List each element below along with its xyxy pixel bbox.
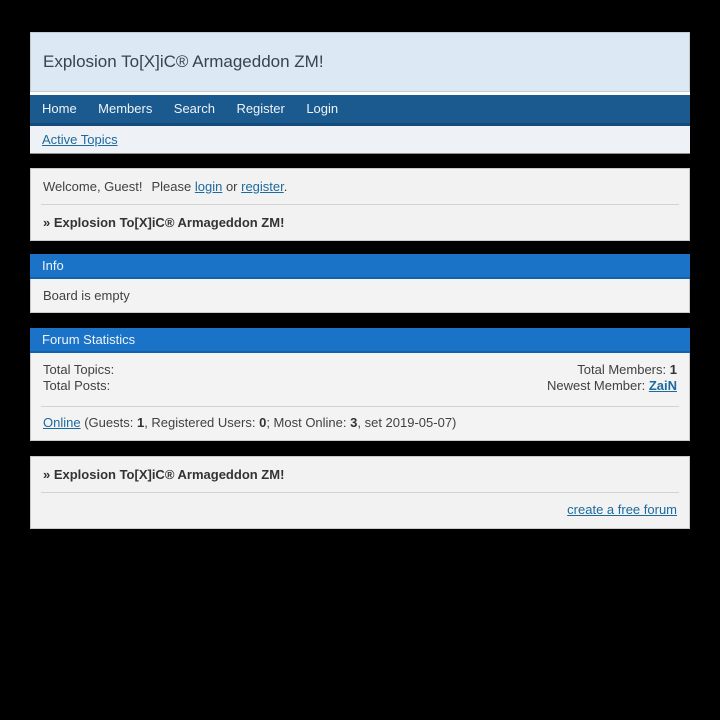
- stats-section: [30, 328, 690, 441]
- online-most-value: 3: [350, 415, 358, 430]
- nav-item-login[interactable]: Login: [306, 101, 339, 116]
- create-free-forum-link[interactable]: create a free forum: [567, 502, 677, 517]
- main-nav: [30, 95, 690, 126]
- stats-right-column: [547, 362, 677, 394]
- nav-item-register[interactable]: Register: [236, 101, 285, 116]
- total-posts-label: Total Posts:: [43, 378, 111, 393]
- info-section: [30, 254, 690, 313]
- online-registered-value: 0: [259, 415, 267, 430]
- online-most-label: ; Most Online:: [266, 415, 347, 430]
- online-row: [31, 407, 689, 440]
- top-block: [30, 32, 690, 154]
- info-section-header: Info: [30, 254, 690, 279]
- online-link[interactable]: Online: [43, 415, 81, 430]
- stats-left-column: [43, 362, 114, 394]
- online-set-date: , set 2019-05-07): [357, 415, 457, 430]
- footer-board-heading: » Explosion To[X]iC® Armageddon ZM!: [43, 467, 285, 482]
- nav-item-search[interactable]: Search: [173, 101, 215, 116]
- total-members-row: [547, 362, 677, 378]
- stats-section-body: [30, 353, 690, 441]
- welcome-or: or: [225, 179, 238, 194]
- active-topics-link[interactable]: Active Topics: [42, 132, 118, 147]
- footer-card: [30, 456, 690, 529]
- board-heading: » Explosion To[X]iC® Armageddon ZM!: [43, 215, 285, 230]
- welcome-period: .: [283, 179, 288, 194]
- nav-item-members[interactable]: Members: [98, 101, 153, 116]
- welcome-greeting: Welcome, Guest!: [43, 179, 143, 194]
- nav-item-home[interactable]: Home: [42, 101, 77, 116]
- forum-page: [30, 0, 690, 529]
- newest-member-link[interactable]: ZaiN: [648, 378, 677, 393]
- welcome-row: [31, 169, 689, 204]
- newest-member-row: [547, 378, 677, 394]
- site-title: Explosion To[X]iC® Armageddon ZM!: [30, 32, 690, 92]
- board-empty-text: Board is empty: [43, 288, 130, 303]
- newest-member-label: Newest Member:: [546, 378, 646, 393]
- footer-link-row: [31, 493, 689, 528]
- welcome-card: [30, 168, 690, 241]
- stats-summary: [31, 353, 689, 406]
- stats-section-header: Forum Statistics: [30, 328, 690, 353]
- total-members-label: Total Members:: [577, 362, 667, 377]
- total-topics-label: Total Topics:: [43, 362, 115, 377]
- register-link[interactable]: register: [241, 179, 284, 194]
- login-link[interactable]: login: [194, 179, 223, 194]
- info-section-body: [30, 279, 690, 313]
- welcome-please: Please: [151, 179, 192, 194]
- online-guests-value: 1: [136, 415, 145, 430]
- total-members-value: 1: [669, 362, 677, 377]
- online-registered-label: , Registered Users:: [144, 415, 256, 430]
- subnav-bar: [30, 126, 690, 154]
- online-guests-label: (Guests:: [84, 415, 134, 430]
